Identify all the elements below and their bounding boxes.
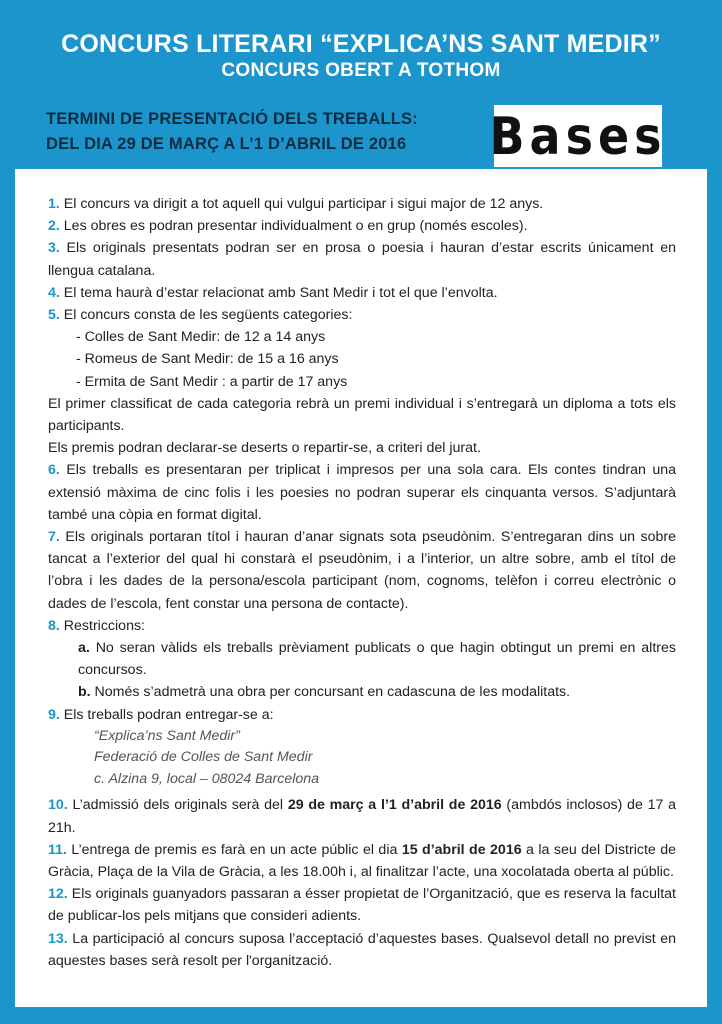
rule-highlight: 29 de març a l’1 d’abril de 2016 [287,797,502,814]
rule-number: 3. [48,240,60,257]
restriction-b [48,681,676,703]
rule-3 [48,237,676,281]
rule-5 [48,304,676,326]
rules-panel [15,169,707,1007]
rule-text: a la seu del Districte de Gràcia, Plaça de la Vila de Gràcia, a les 18.00h i, al finalitzar l’acte, una xocolatada oberta al públic. [48,841,676,880]
bases-badge-text: Bases [489,105,667,167]
rule-6 [48,459,676,526]
rule-10 [48,794,676,838]
bases-badge [489,105,667,167]
address-line: “Explica’ns Sant Medir” [94,727,240,744]
rule-number: 7. [48,529,60,546]
restriction-label: a. [78,640,90,657]
restriction-text: Només s’admetrà una obra per concursant en cadascuna de les modalitats. [90,684,571,701]
deadline-heading: TERMINI DE PRESENTACIÓ DELS TREBALLS: [46,110,418,128]
rule-number: 8. [48,617,60,634]
rule-number: 11. [48,841,67,858]
rule-text: Les obres es podran presentar individualment o en grup (només escoles). [59,218,528,235]
page-title: CONCURS LITERARI “EXPLICA’NS SANT MEDIR” [61,30,661,58]
rule-text: Els originals presentats podran ser en prosa o poesia i hauran d’estar escrits únicament en llengua catalana. [48,240,676,279]
prize-text: El primer classificat de cada categoria rebrà un premi individual i s’entregarà un diploma a tots els participants. [48,395,676,435]
rule-text: (ambdós inclosos) de 17 a 21h. [48,797,676,836]
rule-text: Els treballs es presentaran per triplicat i impresos per una sola cara. Els contes tindran una extensió màxima de cinc folis i les poesies no podran superar els cinquanta versos. S’adjuntarà també una còpia en format digital. [48,462,676,523]
rule-number: 12. [48,886,68,903]
rule-4 [48,282,676,304]
rule-number: 1. [48,196,60,212]
rule-9 [48,704,676,726]
restriction-label: b. [78,684,91,701]
rule-11 [48,839,676,883]
rule-number: 13. [48,930,68,947]
rule-number: 5. [48,307,60,324]
category-item: - Colles de Sant Medir: de 12 a 14 anys [76,329,326,346]
rule-text: Els treballs podran entregar-se a: [59,706,274,723]
rule-number: 4. [48,284,60,301]
rule-1 [48,193,676,215]
rule-text: El concurs consta de les següents categories: [59,307,353,324]
rule-text: Els originals portaran títol i hauran d’anar signats sota pseudònim. S’entregaran dins un sobre tancat a l’exterior del qual hi constarà el pseudònim, i a l’interior, un altre sobre, amb el títol de l’obra i les dades de la persona/escola participant (nom, cognoms, telèfon i correu electrònic o dades de l’escola, fent constar una persona de contacte). [48,529,676,612]
rule-number: 2. [48,218,60,235]
rule-number: 6. [48,462,60,479]
rule-13 [48,928,676,972]
rule-number: 9. [48,706,60,723]
restriction-a [48,637,676,681]
rules-list [48,193,676,972]
prize-note: Els premis podran declarar-se deserts o repartir-se, a criteri del jurat. [48,440,481,457]
rule-8 [48,615,676,637]
rule-text: La participació al concurs suposa l’acceptació d’aquestes bases. Qualsevol detall no previst en aquestes bases serà resolt per l'organització. [48,930,676,969]
rule-text: Restriccions: [59,617,145,634]
restriction-text: No seran vàlids els treballs prèviament publicats o que hagin obtingut un premi en altres concursos. [78,640,676,679]
rule-text: El tema haurà d’estar relacionat amb Sant Medir i tot el que l’envolta. [59,284,498,301]
rule-2 [48,215,676,237]
address-line: c. Alzina 9, local – 08024 Barcelona [94,770,320,787]
rule-12 [48,883,676,927]
page-subtitle: CONCURS OBERT A TOTHOM [221,60,501,81]
rule-text: Els originals guanyadors passaran a ésser propietat de l’Organització, que es reserva la facultat de publicar-los pels mitjans que consideri adients. [48,886,676,925]
rule-highlight: 15 d’abril de 2016 [401,841,522,858]
category-item: - Ermita de Sant Medir : a partir de 17 anys [76,373,348,390]
rule-number: 10. [48,797,68,814]
address-line: Federació de Colles de Sant Medir [94,749,313,766]
category-item: - Romeus de Sant Medir: de 15 a 16 anys [76,351,339,368]
rule-text: L’admissió dels originals serà del [67,797,288,814]
rule-7 [48,526,676,615]
rule-text: L’entrega de premis es farà en un acte públic el dia [66,841,402,858]
rule-text: El concurs va dirigit a tot aquell qui vulgui participar i sigui major de 12 anys. [59,196,544,212]
deadline-dates: DEL DIA 29 DE MARÇ A L’1 D’ABRIL DE 2016 [46,135,407,153]
